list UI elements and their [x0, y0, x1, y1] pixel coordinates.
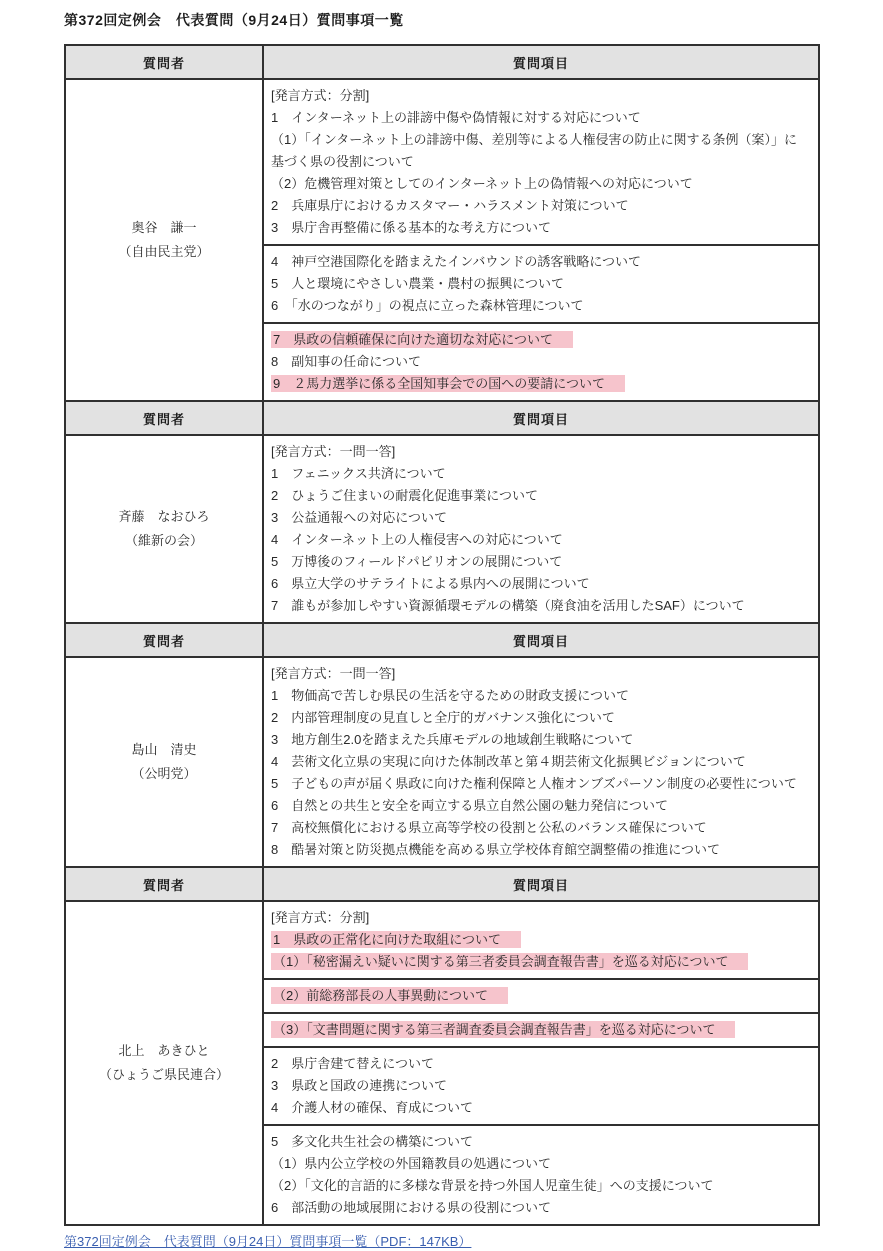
table-header-row — [65, 623, 819, 657]
question-items-cell — [263, 1125, 819, 1225]
question-text: 4 インターネット上の人権侵害への対応について — [271, 532, 563, 547]
question-item — [271, 985, 810, 1007]
question-text: 4 芸術文化立県の実現に向けた体制改革と第４期芸術文化振興ビジョンについて — [271, 754, 746, 769]
questioner-cell — [65, 435, 263, 623]
question-items-cell — [263, 901, 819, 979]
questioner-name: 北上 あきひと — [118, 1043, 210, 1058]
column-header-questioner: 質問者 — [65, 867, 263, 901]
question-item — [271, 351, 810, 373]
column-header-questioner: 質問者 — [65, 623, 263, 657]
question-item — [271, 751, 810, 773]
question-text: 5 万博後のフィールドパビリオンの展開について — [271, 554, 563, 569]
question-item — [271, 839, 810, 861]
table-header-row — [65, 401, 819, 435]
question-item — [271, 551, 810, 573]
table-header-row — [65, 45, 819, 79]
question-items-cell — [263, 79, 819, 245]
question-item — [271, 1197, 810, 1219]
table-row — [65, 435, 819, 623]
questioner-party: （ひょうご県民連合） — [98, 1067, 229, 1082]
question-text: 5 子どもの声が届く県政に向けた権利保障と人権オンブズパーソン制度の必要性について — [271, 776, 797, 791]
question-table — [64, 400, 820, 624]
questioner-name: 奥谷 謙一 — [131, 220, 197, 235]
question-text: 5 人と環境にやさしい農業・農村の振興について — [271, 276, 564, 291]
question-item — [271, 195, 810, 217]
question-item — [271, 529, 810, 551]
table-header-row — [65, 867, 819, 901]
question-text: 3 公益通報への対応について — [271, 510, 447, 525]
question-text: 2 ひょうご住まいの耐震化促進事業について — [271, 488, 538, 503]
question-table — [64, 866, 820, 1226]
question-text: 6 「水のつながり」の視点に立った森林管理について — [271, 298, 584, 313]
questioner-name: 斉藤 なおひろ — [118, 509, 210, 524]
question-text: 3 県政と国政の連携について — [271, 1078, 447, 1093]
question-text: （2）危機管理対策としてのインターネット上の偽情報への対応について — [271, 176, 693, 191]
highlighted-question-text: 9 ２馬力選挙に係る全国知事会での国への要請について — [271, 375, 625, 392]
table-row — [65, 657, 819, 867]
question-item — [271, 907, 810, 929]
question-text: （1）「インターネット上の誹謗中傷、差別等による人権侵害の防止に関する条例（案）」に基づく県の役割について — [271, 132, 798, 169]
question-text: [発言方式：一問一答] — [271, 444, 396, 459]
question-items-cell — [263, 323, 819, 401]
question-text: 3 地方創生2.0を踏まえた兵庫モデルの地域創生戦略について — [271, 732, 634, 747]
question-item — [271, 251, 810, 273]
questioner-cell — [65, 657, 263, 867]
question-item — [271, 795, 810, 817]
question-text: 1 インターネット上の誹謗中傷や偽情報に対する対応について — [271, 110, 641, 125]
pdf-link-row — [64, 1233, 820, 1251]
column-header-items: 質問項目 — [263, 623, 819, 657]
column-header-questioner: 質問者 — [65, 401, 263, 435]
question-item — [271, 573, 810, 595]
question-text: 7 高校無償化における県立高等学校の役割と公私のバランス確保について — [271, 820, 707, 835]
column-header-questioner: 質問者 — [65, 45, 263, 79]
question-text: 7 誰もが参加しやすい資源循環モデルの構築（廃食油を活用したSAF）について — [271, 598, 745, 613]
question-text: 3 県庁舎再整備に係る基本的な考え方について — [271, 220, 551, 235]
question-table — [64, 622, 820, 868]
column-header-items: 質問項目 — [263, 867, 819, 901]
question-table — [64, 44, 820, 402]
question-text: 5 多文化共生社会の構築について — [271, 1134, 473, 1149]
question-items-cell — [263, 1013, 819, 1047]
question-item — [271, 685, 810, 707]
question-item — [271, 729, 810, 751]
question-tables-container — [64, 44, 820, 1226]
question-item — [271, 817, 810, 839]
questioner-party: （維新の会） — [124, 533, 203, 548]
highlighted-question-text: 7 県政の信頼確保に向けた適切な対応について — [271, 331, 573, 348]
questioner-party: （公明党） — [131, 766, 197, 781]
question-item — [271, 485, 810, 507]
questioner-cell — [65, 901, 263, 1225]
question-item — [271, 107, 810, 129]
question-text: 8 酷暑対策と防災拠点機能を高める県立学校体育館空調整備の推進について — [271, 842, 720, 857]
highlighted-question-text: （3）「文書問題に関する第三者調査委員会調査報告書」を巡る対応について — [271, 1021, 735, 1038]
question-text: 4 介護人材の確保、育成について — [271, 1100, 473, 1115]
column-header-items: 質問項目 — [263, 401, 819, 435]
question-items-cell — [263, 979, 819, 1013]
question-text: 1 物価高で苦しむ県民の生活を守るための財政支援について — [271, 688, 629, 703]
question-item — [271, 1075, 810, 1097]
pdf-link[interactable]: 第372回定例会 代表質問（9月24日）質問事項一覧（PDF：147KB） — [64, 1234, 472, 1249]
question-items-cell — [263, 657, 819, 867]
question-item — [271, 217, 810, 239]
question-item — [271, 707, 810, 729]
page-title: 第372回定例会 代表質問（9月24日）質問事項一覧 — [64, 12, 404, 28]
table-row — [65, 79, 819, 245]
questioner-name: 島山 清史 — [131, 742, 197, 757]
question-text: 2 内部管理制度の見直しと全庁的ガバナンス強化について — [271, 710, 615, 725]
question-item — [271, 507, 810, 529]
question-item — [271, 129, 810, 173]
question-text: 6 自然との共生と安全を両立する県立自然公園の魅力発信について — [271, 798, 668, 813]
question-text: 2 兵庫県庁におけるカスタマー・ハラスメント対策について — [271, 198, 629, 213]
highlighted-question-text: （2）前総務部長の人事異動について — [271, 987, 508, 1004]
question-item — [271, 595, 810, 617]
question-items-cell — [263, 435, 819, 623]
question-item — [271, 773, 810, 795]
question-item — [271, 295, 810, 317]
question-item — [271, 329, 810, 351]
question-item — [271, 663, 810, 685]
question-text: 2 県庁舎建て替えについて — [271, 1056, 434, 1071]
question-item — [271, 441, 810, 463]
question-items-cell — [263, 1047, 819, 1125]
question-text: [発言方式：分割] — [271, 910, 370, 925]
question-item — [271, 1053, 810, 1075]
question-item — [271, 373, 810, 395]
question-item — [271, 1153, 810, 1175]
question-items-cell — [263, 245, 819, 323]
question-text: 1 フェニックス共済について — [271, 466, 446, 481]
question-item — [271, 173, 810, 195]
question-item — [271, 929, 810, 951]
question-text: （1）県内公立学校の外国籍教員の処遇について — [271, 1156, 551, 1171]
column-header-items: 質問項目 — [263, 45, 819, 79]
highlighted-question-text: 1 県政の正常化に向けた取組について — [271, 931, 521, 948]
question-text: [発言方式：一問一答] — [271, 666, 396, 681]
question-text: 6 県立大学のサテライトによる県内への展開について — [271, 576, 590, 591]
question-item — [271, 463, 810, 485]
question-item — [271, 1019, 810, 1041]
question-item — [271, 1097, 810, 1119]
question-item — [271, 85, 810, 107]
question-item — [271, 1175, 810, 1197]
question-text: 8 副知事の任命について — [271, 354, 421, 369]
question-text: [発言方式：分割] — [271, 88, 370, 103]
questioner-party: （自由民主党） — [118, 244, 210, 259]
question-text: 4 神戸空港国際化を踏まえたインバウンドの誘客戦略について — [271, 254, 642, 269]
highlighted-question-text: （1）「秘密漏えい疑いに関する第三者委員会調査報告書」を巡る対応について — [271, 953, 748, 970]
question-text: （2）「文化的言語的に多様な背景を持つ外国人児童生徒」への支援について — [271, 1178, 714, 1193]
table-row — [65, 901, 819, 979]
question-text: 6 部活動の地域展開における県の役割について — [271, 1200, 551, 1215]
question-item — [271, 951, 810, 973]
question-item — [271, 1131, 810, 1153]
questioner-cell — [65, 79, 263, 401]
question-item — [271, 273, 810, 295]
